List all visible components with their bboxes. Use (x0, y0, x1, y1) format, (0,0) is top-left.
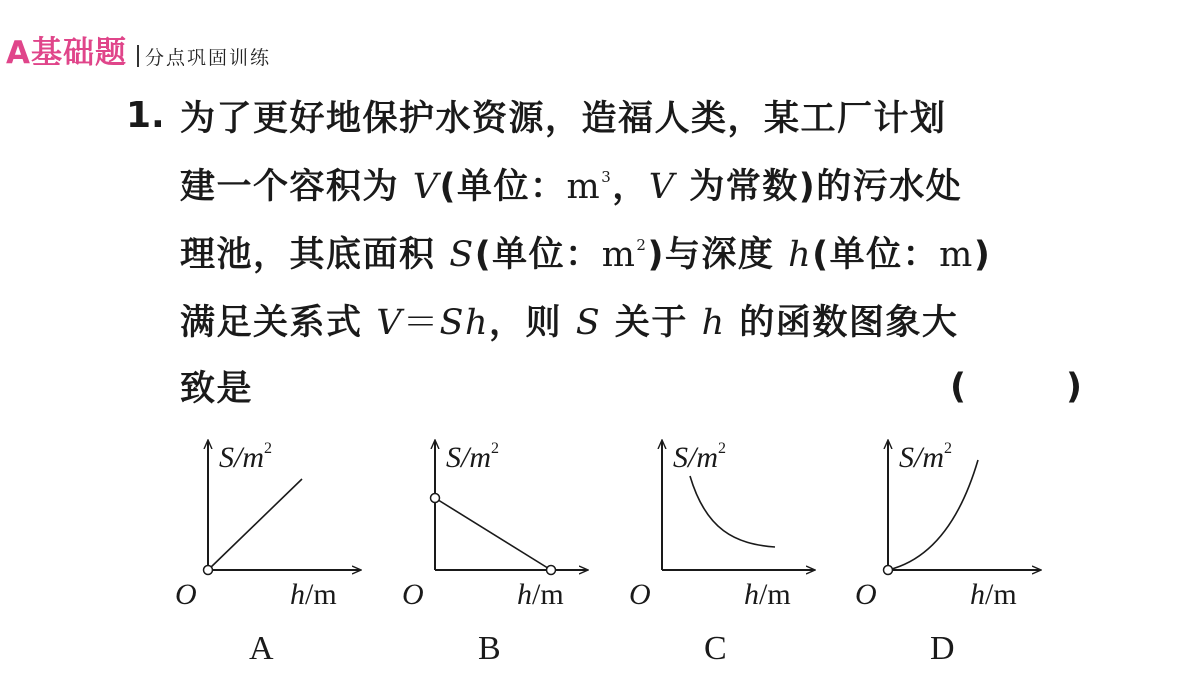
x-axis-label: h/m (517, 578, 564, 611)
origin-label: O (175, 578, 197, 611)
x-axis-label: h/m (970, 578, 1017, 611)
var-h: h (464, 303, 490, 343)
graph-b[interactable] (402, 440, 587, 667)
exponent: 3 (601, 168, 613, 186)
option-letter-c: C (704, 630, 727, 667)
y-intercept-point (431, 494, 440, 503)
origin-point (884, 566, 893, 575)
equals-sign: ＝ (402, 303, 440, 343)
unit-m: m (939, 235, 974, 275)
text-fragment: (单位： (474, 235, 602, 275)
var-h: h (788, 235, 813, 275)
section-badge: A基础题 (6, 35, 127, 71)
unit-m: m (566, 167, 602, 207)
text-fragment: 建一个容积为 (180, 167, 400, 207)
y-axis-label: $S/m^2$ (446, 440, 499, 474)
text-fragment: (单位： (812, 235, 940, 275)
var-v: V (648, 167, 676, 207)
graph-d[interactable] (855, 440, 1040, 667)
text-fragment: 关于 (614, 303, 688, 343)
exponent: 2 (636, 236, 648, 254)
text-fragment: ， (612, 167, 649, 207)
unit-m: m (601, 235, 637, 275)
graph-c[interactable] (629, 440, 814, 667)
option-letter-a: A (249, 630, 274, 667)
text-fragment: (单位： (439, 167, 567, 207)
curve-parabola-increasing (888, 460, 978, 570)
curve-inverse-proportional (690, 476, 775, 547)
y-axis-label: $S/m^2$ (899, 440, 952, 474)
curve-linear-increasing (208, 479, 302, 570)
text-fragment: 理池，其底面积 (180, 235, 436, 275)
origin-label: O (402, 578, 424, 611)
question-line-1: 为了更好地保护水资源，造福人类，某工厂计划 (180, 99, 947, 139)
var-v: V (376, 303, 403, 343)
option-letter-d: D (930, 630, 955, 667)
var-s: S (575, 303, 602, 343)
question-line-5: 致是 (180, 369, 254, 409)
text-fragment: 满足关系式 (180, 303, 363, 343)
text-fragment: 的函数图象大 (739, 303, 959, 343)
curve-linear-decreasing (435, 498, 551, 570)
x-axis-label: h/m (744, 578, 791, 611)
text-fragment: ) (973, 235, 992, 275)
var-v: V (412, 167, 440, 207)
origin-label: O (629, 578, 651, 611)
text-fragment: )与深度 (647, 235, 775, 275)
x-axis-label: h/m (290, 578, 337, 611)
answer-paren-close: ) (1066, 367, 1082, 407)
text-fragment: ，则 (489, 303, 563, 343)
option-letter-b: B (478, 630, 501, 667)
var-s: S (449, 235, 475, 275)
origin-point (204, 566, 213, 575)
question-number: 1. (126, 95, 165, 136)
origin-label: O (855, 578, 877, 611)
var-s: S (439, 303, 465, 343)
text-fragment: 为常数)的污水处 (689, 167, 963, 207)
x-intercept-point (547, 566, 556, 575)
answer-paren-open: ( (950, 367, 966, 407)
var-h: h (701, 303, 726, 343)
y-axis-label: $S/m^2$ (219, 440, 272, 474)
section-subtitle: 分点巩固训练 (145, 47, 272, 69)
y-axis-label: $S/m^2$ (673, 440, 726, 474)
graph-a[interactable] (175, 440, 360, 667)
